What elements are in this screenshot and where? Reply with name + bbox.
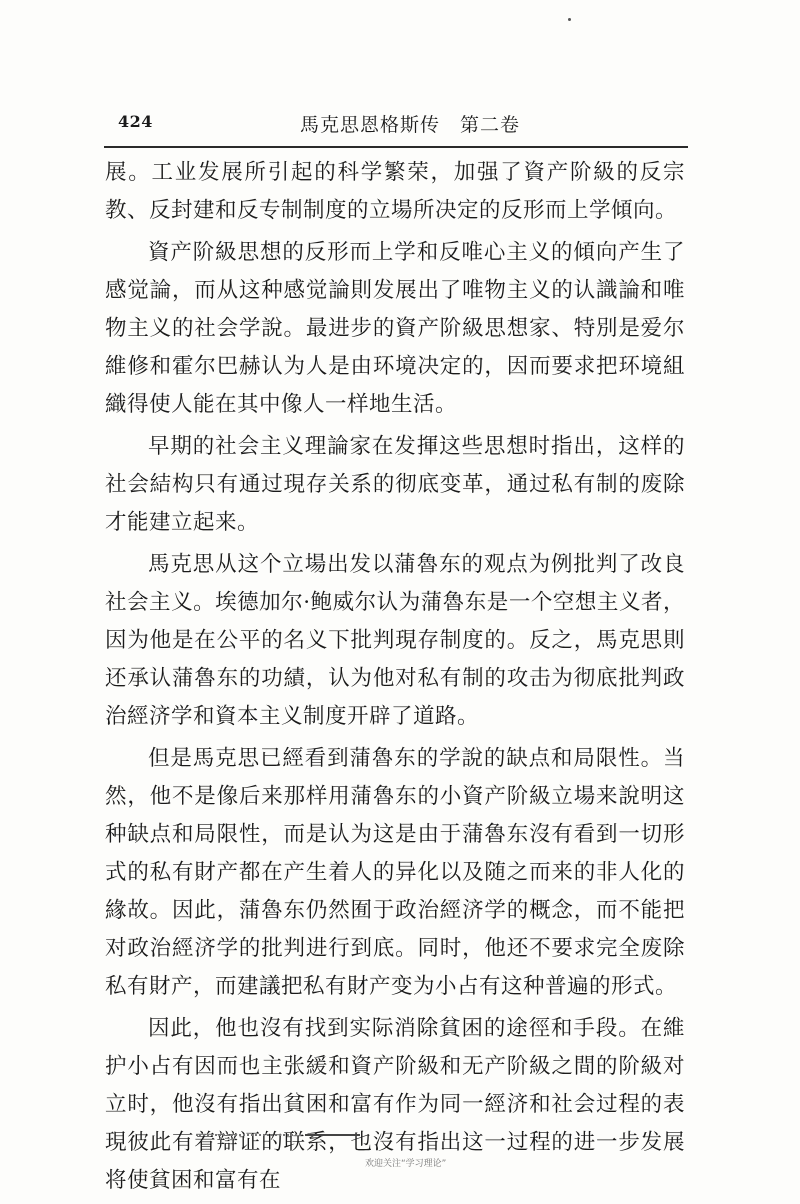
header-rule: [104, 146, 688, 148]
paragraph: 早期的社会主义理論家在发揮这些思想时指出，这样的社会結构只有通过現存关系的彻底变革，通过私有制的废除才能建立起来。: [105, 434, 685, 535]
footer-dotted-line: [196, 1134, 301, 1136]
footer-solid-line: [305, 1134, 360, 1136]
scan-speck: [568, 18, 571, 21]
running-head: 馬克思恩格斯传 第二卷: [300, 114, 521, 136]
paragraph: 但是馬克思已經看到蒲魯东的学說的缺点和局限性。当然，他不是像后来那样用蒲魯东的小資产阶級立場来說明这种缺点和局限性，而是认为这是由于蒲魯东沒有看到一切形式的私有財产都在产生着人的异化以及随之而来的非人化的緣故。因此，蒲魯东仍然囿于政治經济学的概念，而不能把对政治經济学的批判进行到底。同时，他还不要求完全废除私有財产，而建議把私有財产变为小占有这种普遍的形式。: [105, 746, 685, 999]
body-text: [105, 154, 685, 1204]
footer-note: 欢迎关注“学习理论”: [365, 1159, 447, 1169]
paragraph: 資产阶級思想的反形而上学和反唯心主义的傾向产生了感觉論，而从这种感觉論則发展出了唯物主义的认識論和唯物主义的社会学說。最进步的資产阶級思想家、特別是爱尔維修和霍尔巴赫认为人是由环境决定的，因而要求把环境組織得使人能在其中像人一样地生活。: [105, 240, 685, 417]
paragraph: 因此，他也沒有找到实际消除貧困的途徑和手段。在維护小占有因而也主张緩和資产阶級和无产阶級之間的阶級对立时，他沒有指出貧困和富有作为同一經济和社会过程的表現彼此有着辯证的联系，也沒有指出这一过程的进一步发展将使貧困和富有在: [105, 1016, 685, 1193]
page-number: 424: [118, 112, 153, 131]
paragraph: 馬克思从这个立場出发以蒲魯东的观点为例批判了改良社会主义。埃德加尔·鲍威尔认为蒲魯东是一个空想主义者，因为他是在公平的名义下批判現存制度的。反之，馬克思則还承认蒲魯东的功績，认为他对私有制的攻击为彻底批判政治經济学和資本主义制度开辟了道路。: [105, 552, 685, 729]
paragraph-continuation: 展。工业发展所引起的科学繁荣，加强了資产阶級的反宗教、反封建和反专制制度的立場所决定的反形而上学傾向。: [105, 160, 685, 223]
